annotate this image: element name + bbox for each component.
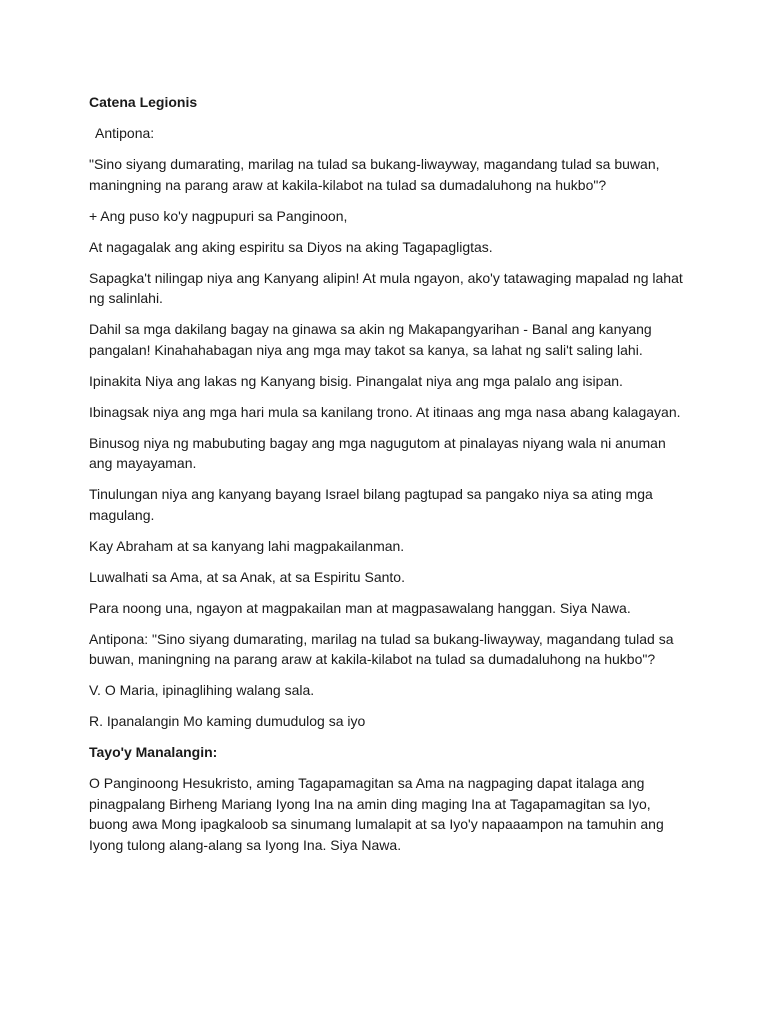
paragraph: Binusog niya ng mabubuting bagay ang mga nagugutom at pinalayas niyang wala ni anuman ang mayayaman. <box>89 434 666 471</box>
paragraph: At nagagalak ang aking espiritu sa Diyos na aking Tagapagligtas. <box>89 238 493 255</box>
paragraph: Luwalhati sa Ama, at sa Anak, at sa Espiritu Santo. <box>89 568 405 585</box>
document-title: Catena Legionis <box>89 94 198 110</box>
antiphon-label: Antipona: <box>95 125 155 141</box>
prayer-heading: Tayo'y Manalangin: <box>89 744 218 760</box>
paragraph: Dahil sa mga dakilang bagay na ginawa sa akin ng Makapangyarihan - Banal ang kanyang pangalan! Kinahahabagan niya ang mga may takot sa kanya, sa lahat ng sali't saling lahi. <box>89 321 652 358</box>
paragraph: Sapagka't nilingap niya ang Kanyang alipin! At mula ngayon, ako'y tatawaging mapalad ng lahat ng salinlahi. <box>89 269 683 306</box>
paragraph: Tinulungan niya ang kanyang bayang Israel bilang pagtupad sa pangako niya sa ating mga magulang. <box>89 486 653 523</box>
response: R. Ipanalangin Mo kaming dumudulog sa iyo <box>89 713 366 729</box>
paragraph: Kay Abraham at sa kanyang lahi magpakailanman. <box>89 537 405 554</box>
paragraph: + Ang puso ko'y nagpupuri sa Panginoon, <box>89 207 348 224</box>
document-body <box>89 92 689 866</box>
paragraph: Ipinakita Niya ang lakas ng Kanyang bisig. Pinangalat niya ang mga palalo ang isipan. <box>89 372 623 389</box>
paragraph: Para noong una, ngayon at magpakailan man at magpasawalang hanggan. Siya Nawa. <box>89 599 631 616</box>
prayer-text: O Panginoong Hesukristo, aming Tagapamagitan sa Ama na nagpaging dapat italaga ang pinagpalang Birheng Mariang Iyong Ina na amin ding maging Ina at Tagapamagitan sa Iyo, buong awa Mong ipagkaloob sa sinumang lumalapit at sa Iyo'y napaaampon na tamuhin ang Iyong tulong alang-alang sa Iyong Ina. Siya Nawa. <box>89 775 664 853</box>
paragraph: Ibinagsak niya ang mga hari mula sa kanilang trono. At itinaas ang mga nasa abang kalagayan. <box>89 403 681 420</box>
paragraph: "Sino siyang dumarating, marilag na tulad sa bukang-liwayway, magandang tulad sa buwan, maningning na parang araw at kakila-kilabot na tulad sa dumadaluhong na hukbo"? <box>89 156 660 193</box>
versicle: V. O Maria, ipinaglihing walang sala. <box>89 682 315 698</box>
paragraph: Antipona: "Sino siyang dumarating, marilag na tulad sa bukang-liwayway, magandang tulad sa buwan, maningning na parang araw at kakila-kilabot na tulad sa dumadaluhong na hukbo"? <box>89 630 674 667</box>
